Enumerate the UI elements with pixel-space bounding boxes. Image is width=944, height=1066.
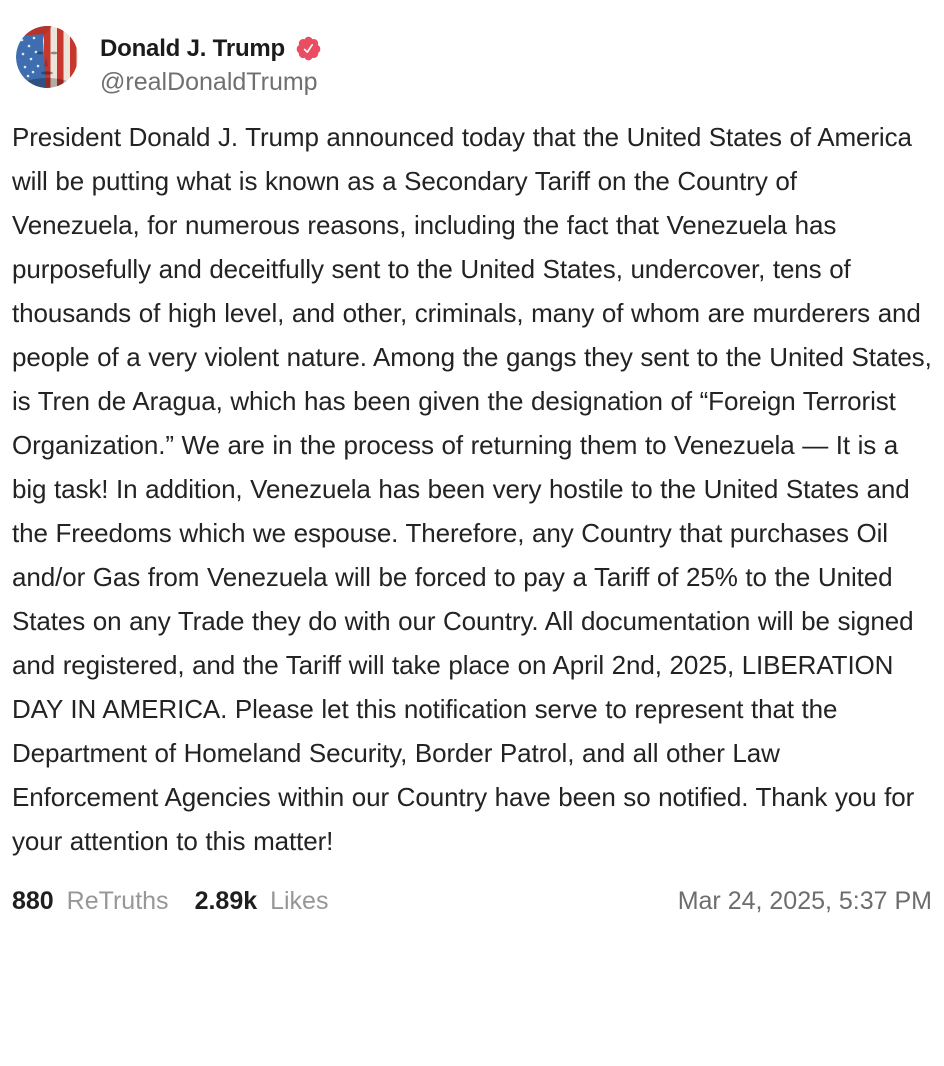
likes-label: Likes (270, 887, 329, 915)
post-body: President Donald J. Trump announced today that the United States of America will be putting what is known as a Secondary Tariff on the Country of Venezuela, for numerous reasons, including the fact that Venezuela has purposefully and deceitfully sent to the United States, undercover, tens of thousands of high level, and other, criminals, many of whom are murderers and people of a very violent nature. Among the gangs they sent to the United States, is Tren de Aragua, which has been given the designation of “Foreign Terrorist Organization.” We are in the process of returning them to Venezuela — It is a big task! In addition, Venezuela has been very hostile to the United States and the Freedoms which we espouse. Therefore, any Country that purchases Oil and/or Gas from Venezuela will be forced to pay a Tariff of 25% to the United States on any Trade they do with our Country. All documentation will be signed and registered, and the Tariff will take place on April 2nd, 2025, LIBERATION DAY IN AMERICA. Please let this notification serve to represent that the Department of Homeland Security, Border Patrol, and all other Law Enforcement Agencies within our Country have been so notified. Thank you for your attention to this matter! (12, 122, 932, 856)
display-name[interactable]: Donald J. Trump (100, 35, 286, 62)
verified-badge-icon (295, 35, 322, 62)
likes-count: 2.89k (194, 887, 258, 915)
user-handle[interactable]: @realDonaldTrump (100, 68, 318, 96)
post-footer (12, 887, 932, 916)
avatar[interactable] (16, 26, 78, 88)
timestamp[interactable]: Mar 24, 2025, 5:37 PM (677, 887, 932, 915)
engagement-stats (12, 887, 328, 916)
identity-block (100, 26, 322, 97)
retruths-stat[interactable] (12, 887, 169, 916)
post-header (12, 26, 932, 97)
retruths-label: ReTruths (66, 887, 169, 915)
likes-stat[interactable] (195, 887, 329, 916)
name-row (100, 34, 322, 63)
flag-face-paint-avatar-image (16, 26, 78, 88)
retruths-count: 880 (12, 887, 54, 915)
